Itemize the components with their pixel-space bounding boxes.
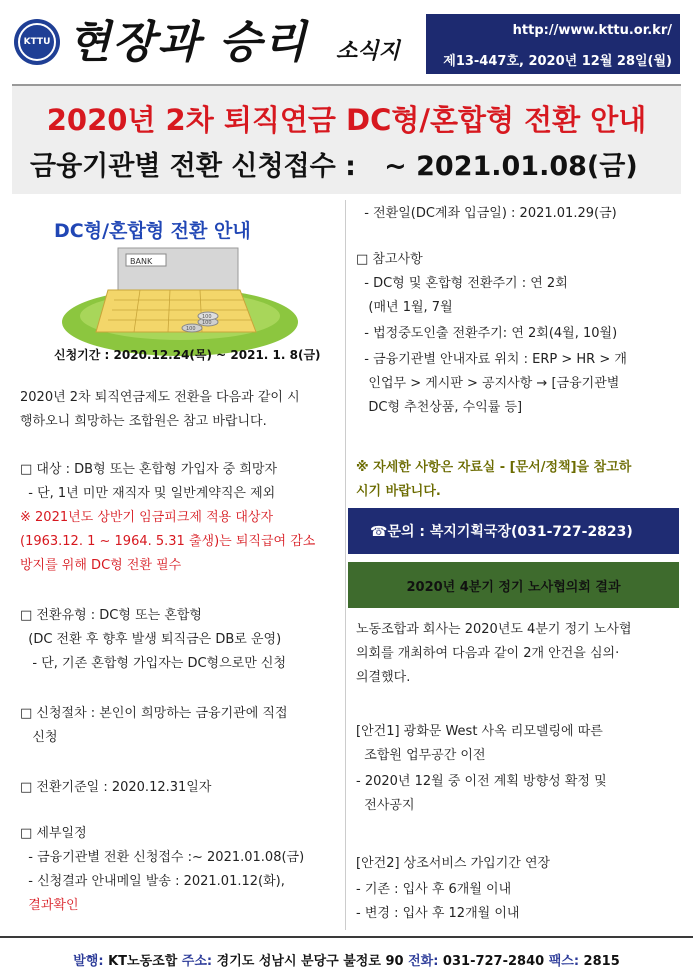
footer [0, 936, 693, 977]
newsletter-title: 현장과 승리 [68, 17, 308, 68]
intro-line-2: 행하오니 희망하는 조합원은 참고 바랍니다. [20, 414, 267, 429]
agenda2-line-3: - 변경 : 입사 후 12개월 이내 [356, 906, 520, 921]
phone-label: 전화: [408, 954, 439, 969]
note-line-5: 인업무 > 게시판 > 공지사항 → [금융기관별 [356, 376, 620, 391]
bank-sign: BANK [130, 257, 153, 266]
notes-heading: □ 참고사항 [356, 252, 423, 267]
phone-value: 031-727-2840 [438, 954, 549, 969]
intro-line-1: 2020년 2차 퇴직연금제도 전환을 다음과 같이 시 [20, 390, 300, 405]
wage-peak-note-2: (1963.12. 1 ~ 1964. 5.31 출생)는 퇴직급여 감소 [20, 534, 316, 549]
issue-info-box [426, 14, 680, 74]
section-title-council: 2020년 4분기 정기 노사협의회 결과 [348, 562, 679, 608]
wage-peak-note-1: ※ 2021년도 상반기 임금피크제 적용 대상자 [20, 510, 274, 525]
note-line-2: (매년 1월, 7월 [356, 300, 453, 315]
svg-text:100: 100 [202, 320, 212, 326]
headline-subtitle: 금융기관별 전환 신청접수 : ~ 2021.01.08(금) [30, 151, 638, 182]
note-line-1: - DC형 및 혼합형 전환주기 : 연 2회 [356, 276, 568, 291]
logo-ring [18, 23, 56, 61]
svg-text:100: 100 [202, 314, 212, 320]
agenda1-line-4: 전사공지 [356, 798, 415, 813]
bankbook-icon [96, 290, 256, 332]
note-line-6: DC형 추천상품, 수익률 등] [356, 400, 523, 415]
right-column [346, 200, 681, 930]
schedule-item-1: - 금융기관별 전환 신청접수 :~ 2021.01.08(금) [20, 850, 305, 865]
type-line-2: (DC 전환 후 향후 발생 퇴직금은 DB로 운영) [20, 632, 282, 647]
note-line-3: - 법정중도인출 전환주기: 연 2회(4월, 10월) [356, 326, 618, 341]
headline-title: 2020년 2차 퇴직연금 DC형/혼합형 전환 안내 [46, 103, 647, 137]
detail-note-2: 시기 바랍니다. [356, 484, 441, 499]
schedule-heading: □ 세부일정 [20, 826, 87, 841]
detail-note-1: ※ 자세한 사항은 자료실 - [문서/정책]을 참고하 [356, 460, 632, 475]
procedure-line-1: □ 신청절차 : 본인이 희망하는 금융기관에 직접 [20, 706, 288, 721]
publisher-name: KT노동조합 [103, 954, 182, 969]
address-label: 주소: [181, 954, 213, 969]
agenda1-line-1: [안건1] 광화문 West 사옥 리모델링에 따른 [356, 724, 603, 739]
union-logo [14, 19, 60, 65]
agenda1-line-3: - 2020년 12월 중 이전 계획 방향성 확정 및 [356, 774, 607, 789]
council-intro-2: 의회를 개최하여 다음과 같이 2개 안건을 심의· [356, 646, 620, 661]
fax-label: 팩스: [548, 954, 580, 969]
website-url[interactable]: http://www.kttu.or.kr/ [512, 23, 672, 38]
svg-text:100: 100 [186, 326, 196, 332]
target-exception: - 단, 1년 미만 재직자 및 일반계약직은 제외 [20, 486, 276, 501]
publisher-label: 발행: [73, 954, 104, 969]
logo-text: KTTU [23, 37, 51, 47]
masthead [0, 0, 693, 90]
contact-bar: ☎문의 : 복지기획국장(031-727-2823) [348, 508, 679, 554]
issue-number-date: 제13-447호, 2020년 12월 28일(월) [443, 54, 672, 69]
target-line: □ 대상 : DB형 또는 혼합형 가입자 중 희망자 [20, 462, 278, 477]
banner-title: DC형/혼합형 전환 안내 [54, 220, 251, 242]
left-column [12, 200, 346, 930]
transfer-date-line: - 전환일(DC계좌 입금일) : 2021.01.29(금) [356, 206, 617, 221]
base-date-line: □ 전환기준일 : 2020.12.31일자 [20, 780, 212, 795]
council-intro-1: 노동조합과 회사는 2020년도 4분기 정기 노사협 [356, 622, 632, 637]
headline-band [12, 84, 681, 194]
schedule-item-2: - 신청결과 안내메일 발송 : 2021.01.12(화), [20, 874, 285, 889]
type-line-1: □ 전환유형 : DC형 또는 혼합형 [20, 608, 202, 623]
banner-period: 신청기간 : 2020.12.24(목) ~ 2021. 1. 8(금) [54, 348, 321, 362]
address-value: 경기도 성남시 분당구 불정로 90 [212, 954, 409, 969]
agenda1-line-2: 조합원 업무공간 이전 [356, 748, 486, 763]
schedule-item-2-result: 결과확인 [20, 898, 79, 913]
fax-value: 2815 [579, 954, 620, 969]
agenda2-line-2: - 기존 : 입사 후 6개월 이내 [356, 882, 512, 897]
council-intro-3: 의결했다. [356, 670, 411, 685]
wage-peak-note-3: 방지를 위해 DC형 전환 필수 [20, 558, 182, 573]
publisher-info [0, 950, 693, 969]
agenda2-line-1: [안건2] 상조서비스 가입기간 연장 [356, 856, 551, 871]
type-line-3: - 단, 기존 혼합형 가입자는 DC형으로만 신청 [20, 656, 287, 671]
note-line-4: - 금융기관별 안내자료 위치 : ERP > HR > 개 [356, 352, 627, 367]
procedure-line-2: 신청 [20, 730, 58, 745]
dc-conversion-banner [30, 204, 330, 364]
newsletter-subtitle: 소식지 [336, 39, 400, 64]
